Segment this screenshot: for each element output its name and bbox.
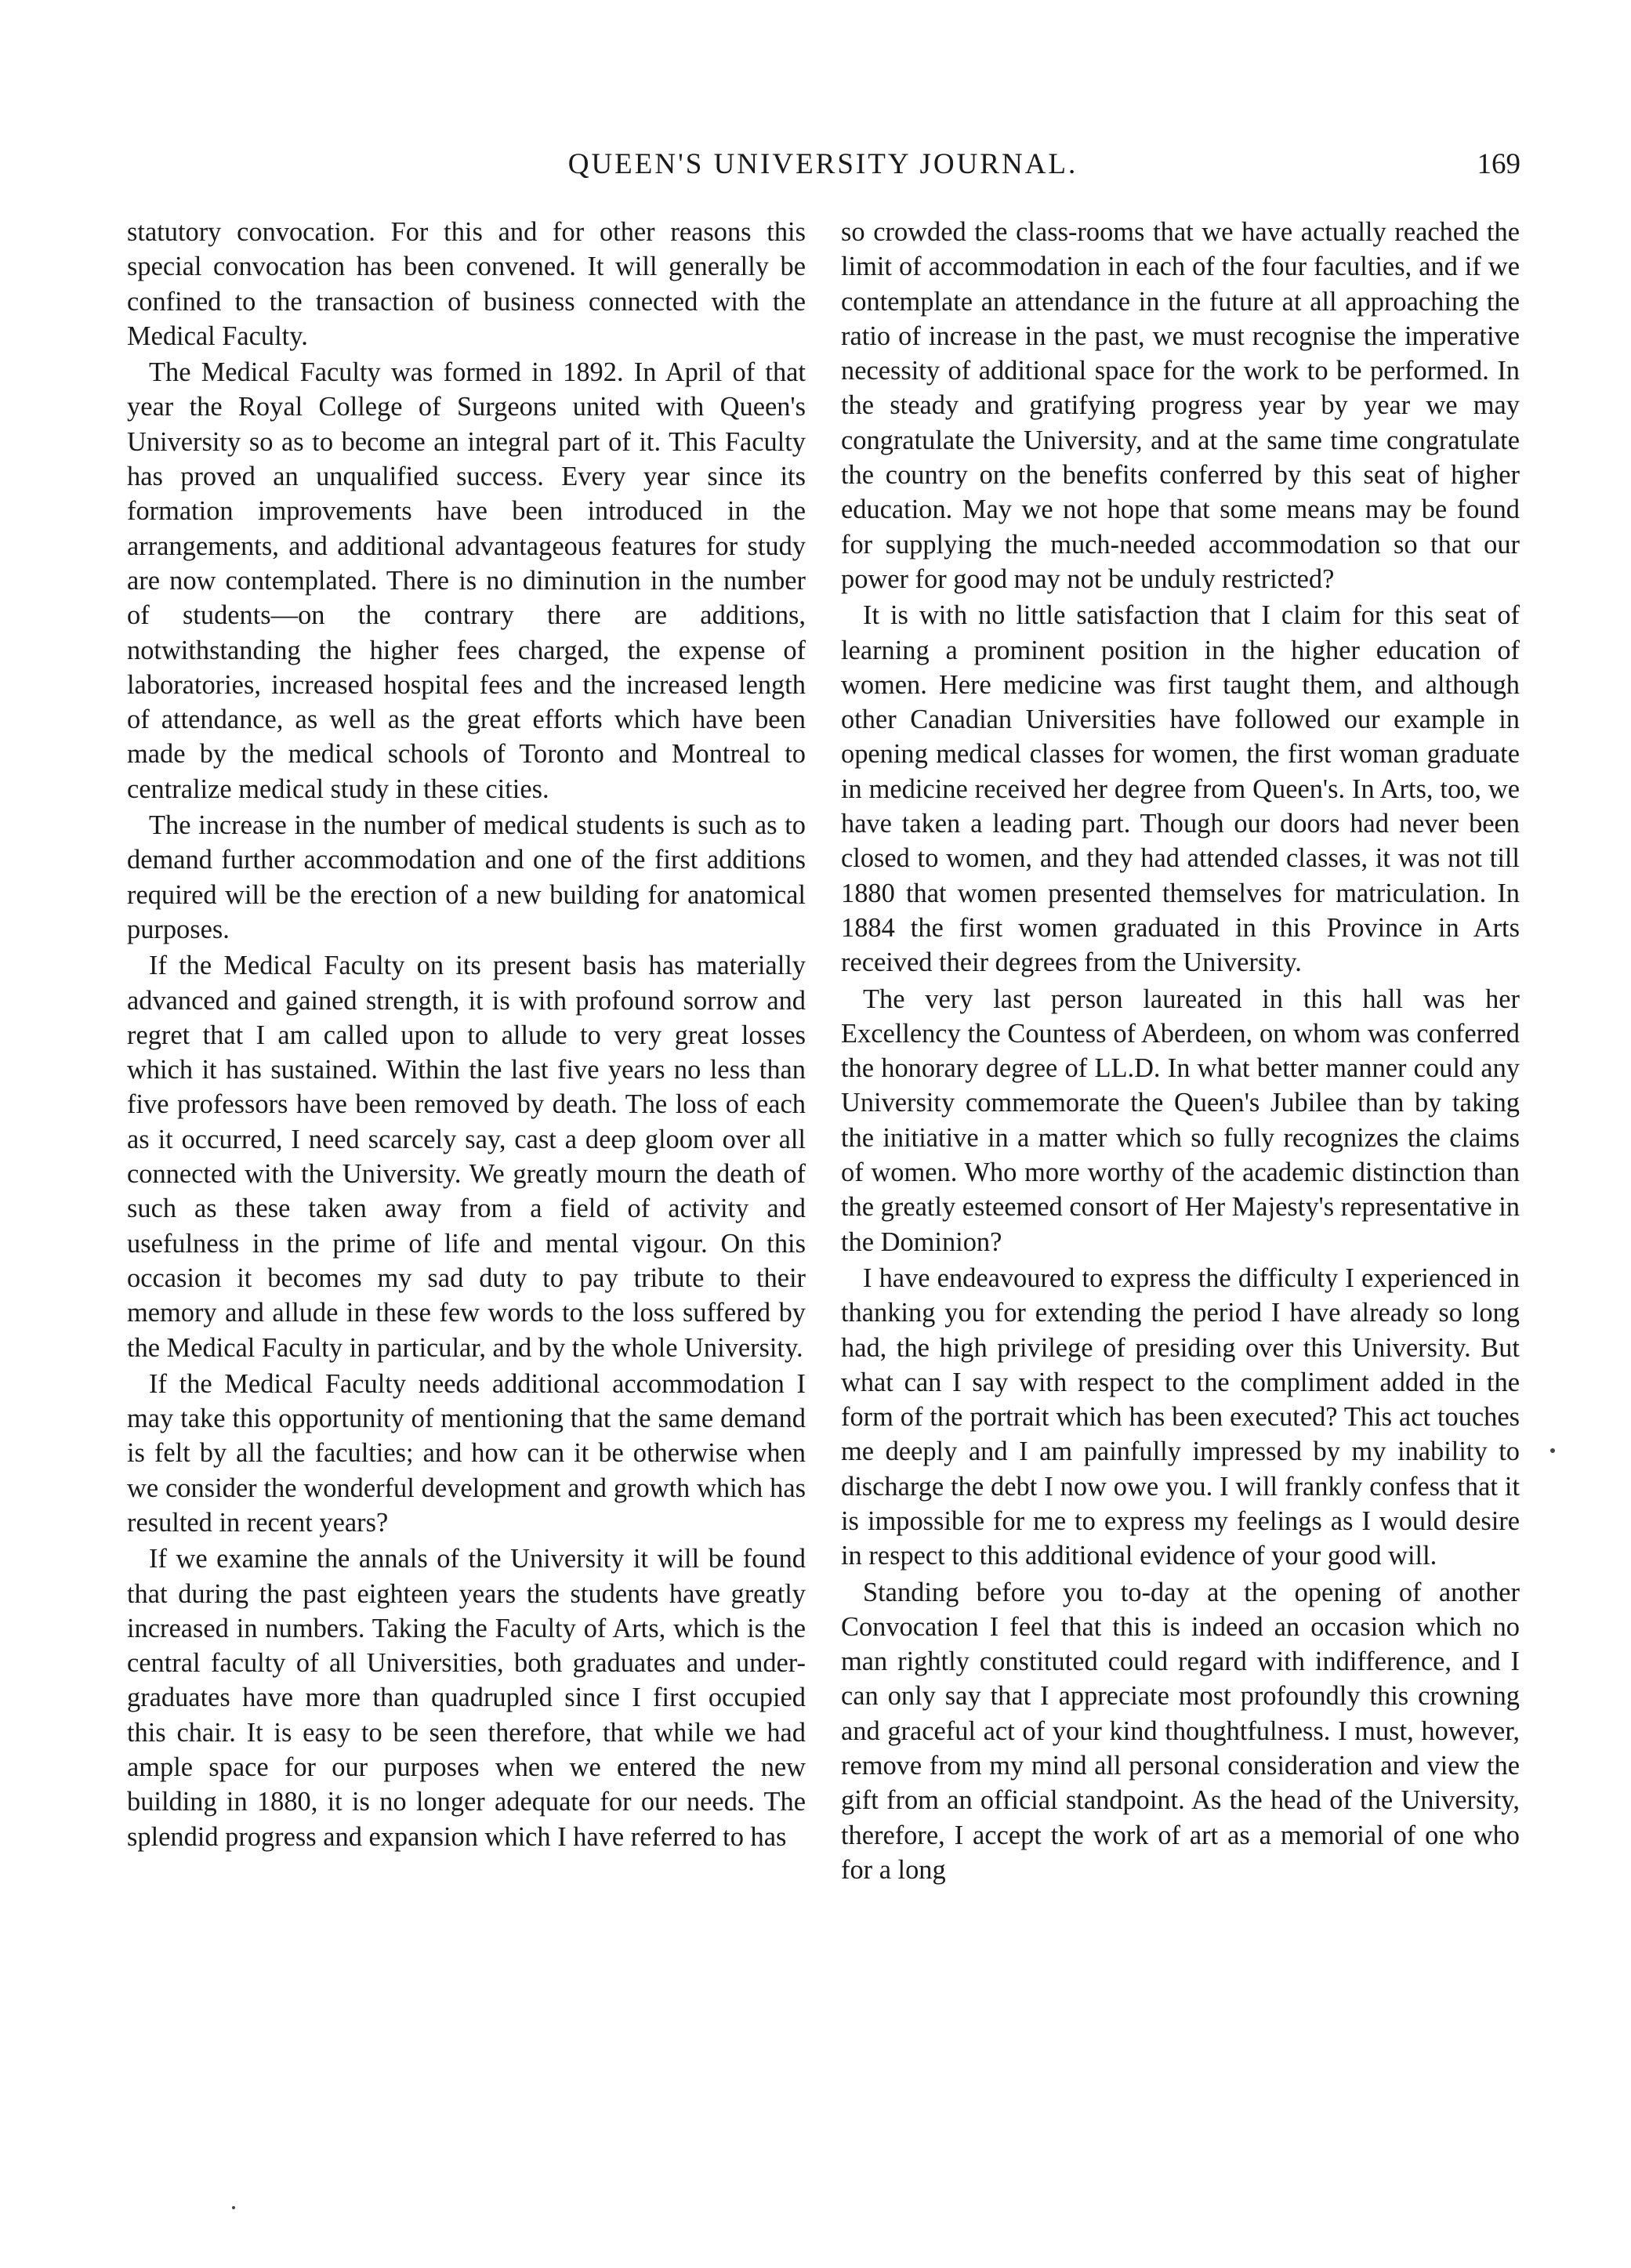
paragraph: statutory convocation. For this and for other reasons this special convocation has been convened. It will generally be confined to the transaction of business connected with the Medical Faculty.: [127, 217, 806, 351]
paragraph: The increase in the number of medical students is such as to demand further accommodation and one of the first additions required will be the erection of a new building for anatomical purposes.: [127, 810, 806, 944]
left-column: [127, 215, 806, 1854]
paragraph: It is with no little satisfaction that I claim for this seat of learning a prominent position in the higher education of women. Here medicine was first taught them, and although other Canadian Universities have followed our example in opening medical classes for women, the first woman graduate in medicine received her degree from Queen's. In Arts, too, we have taken a leading part. Though our doors had never been closed to women, and they had attended classes, it was not till 1880 that women presented themselves for matriculation. In 1884 the first women graduated in this Province in Arts received their degrees from the University.: [841, 600, 1520, 978]
paragraph: so crowded the class-rooms that we have actually reached the limit of accommodation in each of the four faculties, and if we contemplate an attendance in the future at all approaching the ratio of increase in the past, we must recognise the imperative necessity of additional space for the work to be performed. In the steady and gratifying progress year by year we may congratulate the University, and at the same time congratulate the country on the benefits conferred by this seat of higher education. May we not hope that some means may be found for supplying the much-needed accommodation so that our power for good may not be unduly restricted?: [841, 217, 1520, 594]
page-header: [125, 147, 1520, 194]
paragraph: The Medical Faculty was formed in 1892. In April of that year the Royal College of Surgeons united with Queen's University so as to become an integral part of it. This Faculty has proved an unqualified success. Every year since its formation improvements have been introduced in the arrangements, and additional advantageous features for study are now contemplated. There is no diminution in the number of students—on the contrary there are additions, notwithstanding the higher fees charged, the expense of laboratories, increased hospital fees and the increased length of attendance, as well as the great efforts which have been made by the medical schools of Toronto and Montreal to centralize medical study in these cities.: [127, 357, 806, 804]
paragraph: The very last person laureated in this hall was her Excellency the Countess of Aberdeen, on whom was conferred the honorary degree of LL.D. In what better manner could any University commemorate the Queen's Jubilee than by taking the initiative in a matter which so fully recognizes the claims of women. Who more worthy of the academic distinction than the greatly esteemed consort of Her Majesty's representative in the Dominion?: [841, 984, 1520, 1257]
paragraph: If the Medical Faculty on its present basis has materially advanced and gained strength, it is with profound sorrow and regret that I am called upon to allude to very great losses which it has sustained. Within the last five years no less than five professors have been removed by death. The loss of each as it occurred, I need scarcely say, cast a deep gloom over all connected with the University. We greatly mourn the death of such as these taken away from a field of activity and usefulness in the prime of life and mental vigour. On this occasion it becomes my sad duty to pay tribute to their memory and allude in these few words to the loss suffered by the Medical Faculty in particular, and by the whole University.: [127, 951, 806, 1363]
running-title: QUEEN'S UNIVERSITY JOURNAL.: [567, 148, 1078, 180]
ink-speck: [1550, 1448, 1555, 1453]
paragraph: I have endeavoured to express the difficulty I experienced in thanking you for extending the period I have already so long had, the high privilege of presiding over this University. But what can I say with respect to the compliment added in the form of the portrait which has been executed? This act touches me deeply and I am painfully impressed by my inability to discharge the debt I now owe you. I will frankly confess that it is impossible for me to express my feelings as I would desire in respect to this additional evidence of your good will.: [841, 1263, 1520, 1571]
paragraph: Standing before you to-day at the opening of another Convocation I feel that this is indeed an occasion which no man rightly constituted could regard with indifference, and I can only say that I appreciate most profoundly this crowning and graceful act of your kind thoughtfulness. I must, however, remove from my mind all personal consideration and view the gift from an official standpoint. As the head of the University, therefore, I accept the work of art as a memorial of one who for a long: [841, 1577, 1520, 1885]
paragraph: If the Medical Faculty needs additional accommodation I may take this opportunity of mentioning that the same demand is felt by all the faculties; and how can it be otherwise when we consider the wonderful development and growth which has resulted in recent years?: [127, 1368, 806, 1538]
paragraph: If we examine the annals of the University it will be found that during the past eighteen years the students have greatly increased in numbers. Taking the Faculty of Arts, which is the central faculty of all Universities, both graduates and under-graduates have more than quadrupled since I first occupied this chair. It is easy to be seen therefore, that while we had ample space for our purposes when we entered the new building in 1880, it is no longer adequate for our needs. The splendid progress and expansion which I have referred to has: [127, 1544, 806, 1852]
page-number: 169: [1477, 148, 1520, 180]
right-column: [841, 215, 1520, 1887]
ink-speck: [232, 2206, 235, 2209]
